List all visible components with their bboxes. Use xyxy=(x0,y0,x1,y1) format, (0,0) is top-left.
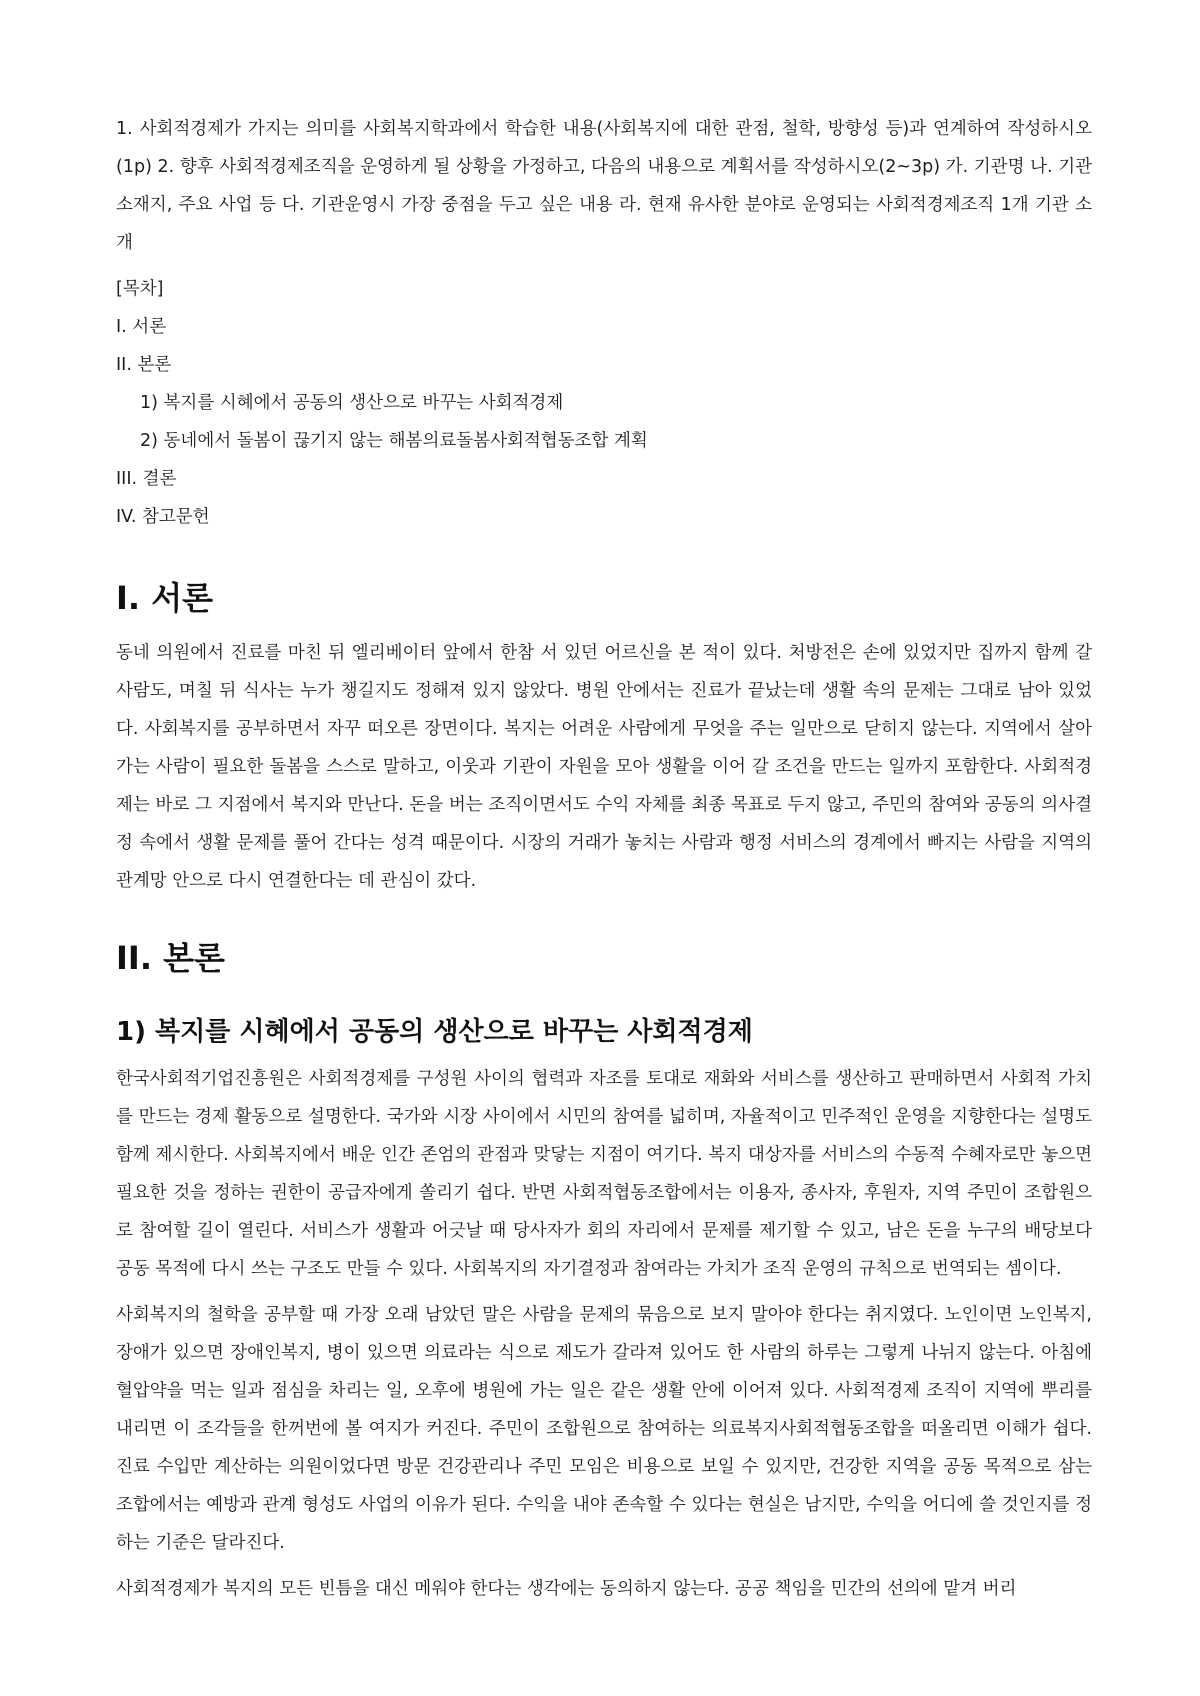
toc-subitem-1: 1) 복지를 시혜에서 공동의 생산으로 바꾸는 사회적경제 xyxy=(140,393,564,413)
section-heading-body: II. 본론 xyxy=(116,939,225,977)
toc-item-conclusion: III. 결론 xyxy=(116,469,177,489)
body-paragraph: 한국사회적기업진흥원은 사회적경제를 구성원 사이의 협력과 자조를 토대로 재화와 서비스를 생산하고 판매하면서 사회적 가치를 만드는 경제 활동으로 설명한다. 국가와 시장 사이에서 시민의 참여를 넓히며, 자율적이고 민주적인 운영을 지향한다는 설명도 함께 제시한다. 사회복지에서 배운 인간 존엄의 관점과 맞닿는 지점이 여기다. 복지 대상자를 서비스의 수동적 수혜자로만 놓으면 필요한 것을 정하는 권한이 공급자에게 쏠리기 쉽다. 반면 사회적협동조합에서는 이용자, 종사자, 후원자, 지역 주민이 조합원으로 참여할 길이 열린다. 서비스가 생활과 어긋날 때 당사자가 회의 자리에서 문제를 제기할 수 있고, 남은 돈을 누구의 배당보다 공동 목적에 다시 쓰는 구조도 만들 수 있다. 사회복지의 자기결정과 참여라는 가치가 조직 운영의 규칙으로 번역되는 셈이다. xyxy=(116,1069,1092,1279)
toc-item-body: II. 본론 xyxy=(116,355,172,375)
assignment-prompt: 1. 사회적경제가 가지는 의미를 사회복지학과에서 학습한 내용(사회복지에 대한 관점, 철학, 방향성 등)과 연계하여 작성하시오(1p) 2. 향후 사회적경제조직을 운영하게 될 상황을 가정하고, 다음의 내용으로 계획서를 작성하시오(2~3p) 가. 기관명 나. 기관 소재지, 주요 사업 등 다. 기관운영시 가장 중점을 두고 싶은 내용 라. 현재 유사한 분야로 운영되는 사회적경제조직 1개 기관 소개 xyxy=(116,119,1092,253)
section-heading-intro: I. 서론 xyxy=(116,579,214,617)
document-page xyxy=(116,110,1092,1608)
body-paragraph: 사회복지의 철학을 공부할 때 가장 오래 남았던 말은 사람을 문제의 묶음으로 보지 말아야 한다는 취지였다. 노인이면 노인복지, 장애가 있으면 장애인복지, 병이 있으면 의료라는 식으로 제도가 갈라져 있어도 한 사람의 하루는 그렇게 나뉘지 않는다. 아침에 혈압약을 먹는 일과 점심을 차리는 일, 오후에 병원에 가는 일은 같은 생활 안에 이어져 있다. 사회적경제 조직이 지역에 뿌리를 내리면 이 조각들을 한꺼번에 볼 여지가 커진다. 주민이 조합원으로 참여하는 의료복지사회적협동조합을 떠올리면 이해가 쉽다. 진료 수입만 계산하는 의원이었다면 방문 건강관리나 주민 모임은 비용으로 보일 수 있지만, 건강한 지역을 공동 목적으로 삼는 조합에서는 예방과 관계 형성도 사업의 이유가 된다. 수익을 내야 존속할 수 있다는 현실은 남지만, 수익을 어디에 쓸 것인지를 정하는 기준은 달라진다. xyxy=(116,1305,1092,1553)
table-of-contents xyxy=(116,270,1092,536)
section-body xyxy=(116,936,1092,1608)
toc-label: [목차] xyxy=(116,279,164,299)
body-paragraph: 사회적경제가 복지의 모든 빈틈을 대신 메워야 한다는 생각에는 동의하지 않는다. 공공 책임을 민간의 선의에 맡겨 버리 xyxy=(116,1579,1017,1599)
subsection-heading-1: 1) 복지를 시혜에서 공동의 생산으로 바꾸는 사회적경제 xyxy=(116,1017,753,1047)
toc-item-intro: I. 서론 xyxy=(116,317,167,337)
section-intro xyxy=(116,576,1092,900)
toc-item-references: IV. 참고문헌 xyxy=(116,507,210,527)
toc-subitem-2: 2) 동네에서 돌봄이 끊기지 않는 해봄의료돌봄사회적협동조합 계획 xyxy=(140,431,648,451)
intro-paragraph: 동네 의원에서 진료를 마친 뒤 엘리베이터 앞에서 한참 서 있던 어르신을 본 적이 있다. 처방전은 손에 있었지만 집까지 함께 갈 사람도, 며칠 뒤 식사는 누가 챙길지도 정해져 있지 않았다. 병원 안에서는 진료가 끝났는데 생활 속의 문제는 그대로 남아 있었다. 사회복지를 공부하면서 자꾸 떠오른 장면이다. 복지는 어려운 사람에게 무엇을 주는 일만으로 닫히지 않는다. 지역에서 살아가는 사람이 필요한 돌봄을 스스로 말하고, 이웃과 기관이 자원을 모아 생활을 이어 갈 조건을 만드는 일까지 포함한다. 사회적경제는 바로 그 지점에서 복지와 만난다. 돈을 버는 조직이면서도 수익 자체를 최종 목표로 두지 않고, 주민의 참여와 공동의 의사결정 속에서 생활 문제를 풀어 간다는 성격 때문이다. 시장의 거래가 놓치는 사람과 행정 서비스의 경계에서 빠지는 사람을 지역의 관계망 안으로 다시 연결한다는 데 관심이 갔다. xyxy=(116,643,1092,891)
